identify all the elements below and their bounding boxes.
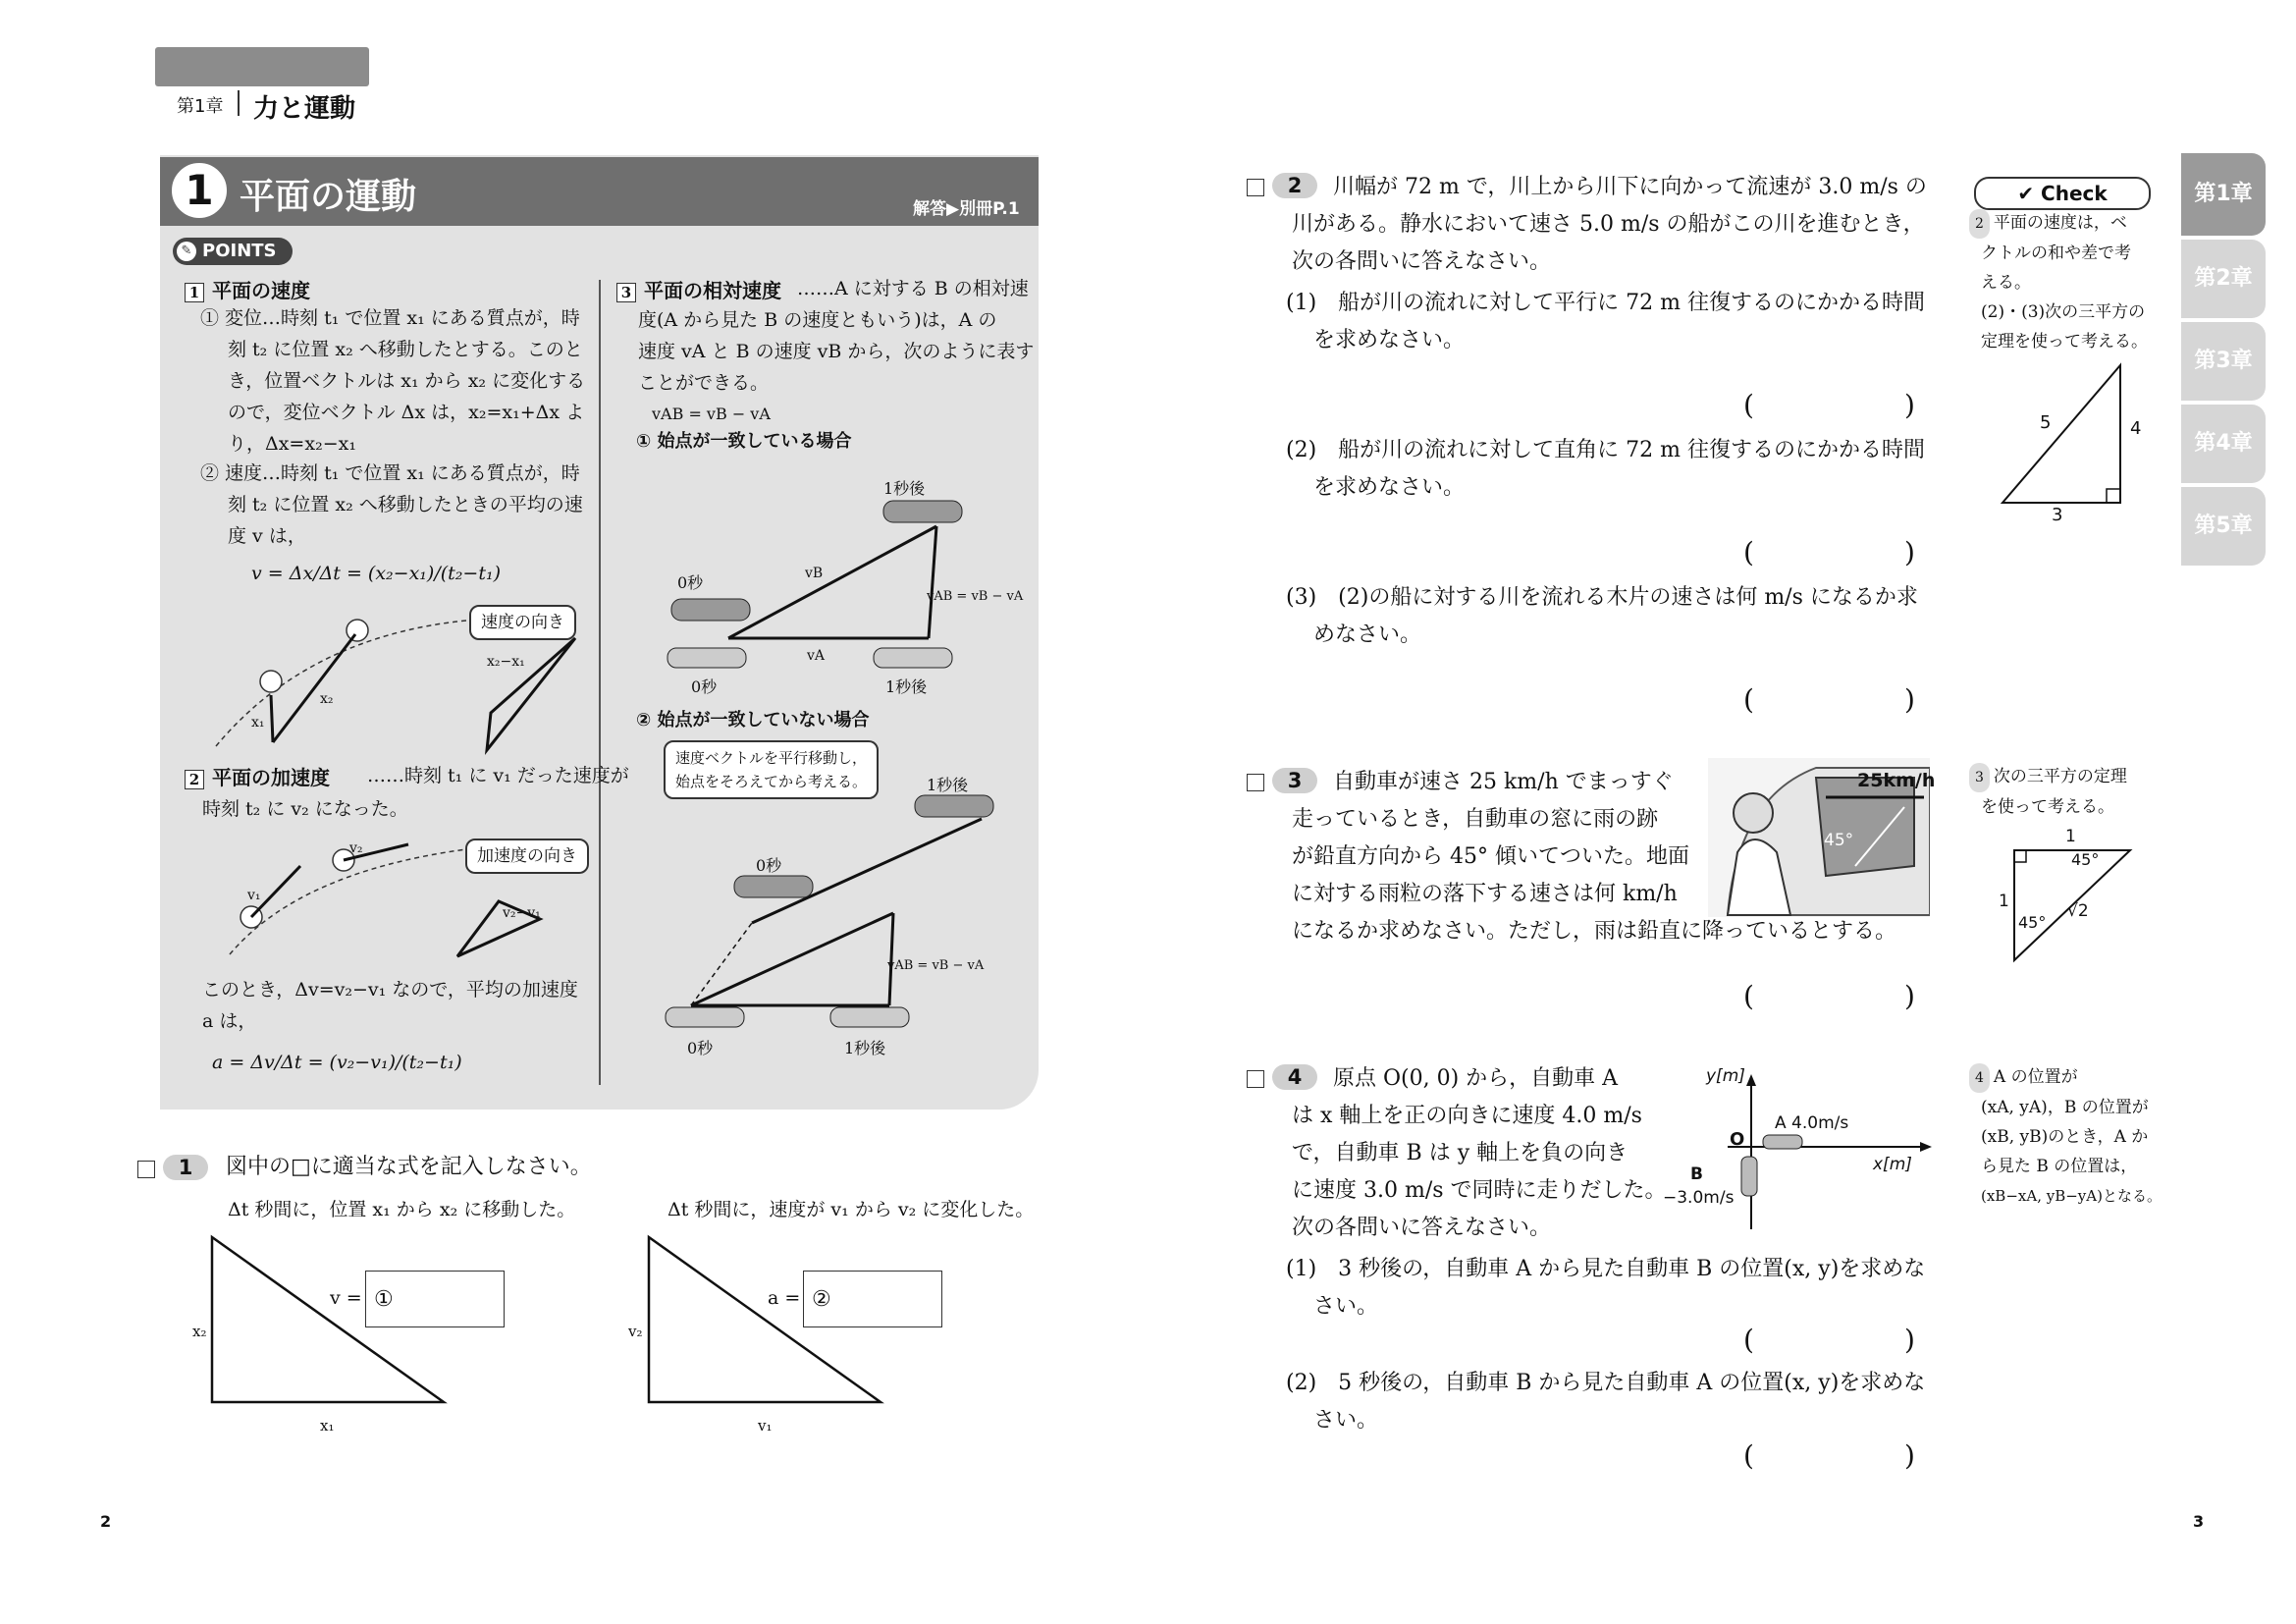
q4-line1: は x 軸上を正の向きに速度 4.0 m/s: [1292, 1104, 1642, 1128]
q1-answer-box-2[interactable]: ②: [803, 1271, 942, 1327]
pencil-icon: ✎: [177, 242, 196, 261]
point1-displacement: [200, 302, 593, 460]
header-separator: [238, 90, 240, 116]
text-line: ので，変位ベクトル Δx は，x₂=x₁+Δx よ: [228, 402, 585, 423]
q1-number: 1: [163, 1155, 208, 1180]
q1-right-vertical-label: v₂: [628, 1323, 643, 1340]
hint-q3-badge: 3: [1969, 763, 1990, 792]
q1-left-vertical-label: x₂: [192, 1323, 207, 1340]
text-line: き，位置ベクトルは x₁ から x₂ に変化する: [228, 370, 586, 392]
chapter-label: 第1章: [177, 96, 224, 117]
text-line: える。: [1981, 273, 2031, 293]
point3-heading: [616, 275, 781, 303]
point3-line1: 度(A から見た B の速度ともいう)は，A の: [638, 309, 997, 331]
points-label: POINTS: [202, 241, 277, 261]
page-number-left: 2: [100, 1512, 112, 1531]
q1-right-eq: a =: [768, 1287, 801, 1309]
q4-sub2-line0: (2) 5 秒後の，自動車 B から見た自動車 A の位置(x, y)を求めな: [1286, 1371, 1926, 1395]
text-line: ① 変位…時刻 t₁ で位置 x₁ にある質点が，時: [200, 307, 580, 329]
q2-sub2-line0: (2) 船が川の流れに対して直角に 72 m 往復するのにかかる時間: [1286, 438, 1925, 462]
point1-number: 1: [185, 283, 204, 302]
text-line: 始点をそろえてから考える。: [675, 773, 868, 790]
q2-3-answer-close: ): [1904, 683, 1915, 716]
q2-sub1-line0: (1) 船が川の流れに対して平行に 72 m 往復するのにかかる時間: [1286, 291, 1925, 315]
q2-line2: 次の各問いに答えなさい。: [1292, 249, 1552, 274]
point3-title: 平面の相対速度: [644, 279, 781, 302]
label-1s-bottom: 1秒後: [885, 677, 928, 696]
q2-checkbox[interactable]: [1247, 179, 1264, 196]
q2-sub3-line1: めなさい。: [1313, 623, 1422, 647]
q4-fig-bv: −3.0m/s: [1663, 1188, 1735, 1208]
label-0s-bottom: 0秒: [691, 677, 718, 696]
q3-line3: に対する雨粒の落下する速さは何 km/h: [1292, 882, 1678, 906]
label-x1: x₁: [251, 715, 265, 731]
point3-number: 3: [616, 283, 636, 302]
q1-right-caption: Δt 秒間に，速度が v₁ から v₂ に変化した。: [667, 1199, 1035, 1220]
q3-fig-speed: 25km/h: [1857, 770, 1936, 791]
tab-chapter-5[interactable]: 第5章: [2181, 487, 2266, 566]
q4-checkbox[interactable]: [1247, 1070, 1264, 1088]
q2-3-answer-open[interactable]: (: [1743, 683, 1754, 716]
label-1s-2-bottom: 1秒後: [844, 1039, 886, 1057]
q4-line4: 次の各問いに答えなさい。: [1292, 1216, 1552, 1240]
hint-q3: [1969, 762, 2165, 822]
check-badge: [1974, 177, 2151, 210]
q4-sub1-line1: さい。: [1313, 1294, 1379, 1319]
chapter-title: 力と運動: [253, 94, 356, 124]
text-line: ② 速度…時刻 t₁ で位置 x₁ にある質点が，時: [200, 462, 580, 484]
column-divider: [599, 280, 601, 1085]
q2-sub1-line1: を求めなさい。: [1313, 328, 1466, 352]
hint-q2-base: 3: [2052, 505, 2063, 525]
acceleration-direction-callout: 加速度の向き: [465, 839, 589, 874]
q2-1-answer-open[interactable]: (: [1743, 389, 1754, 421]
label-0s-2: 0秒: [756, 856, 782, 875]
label-vA: vA: [807, 648, 826, 664]
text-line: ら見た B の位置は，: [1981, 1157, 2138, 1176]
q4-fig-origin: O: [1730, 1129, 1745, 1150]
tab-chapter-2[interactable]: 第2章: [2181, 240, 2266, 318]
label-v2-v1: v₂−v₁: [503, 905, 541, 921]
point1-title: 平面の速度: [212, 279, 310, 302]
q4-2-answer-open[interactable]: (: [1743, 1439, 1754, 1472]
hint-q3-hyp: √2: [2067, 901, 2089, 921]
q2-sub3-line0: (3) (2)の船に対する川を流れる木片の速さは何 m/s になるか求: [1286, 585, 1918, 610]
hint-q3-left: 1: [1999, 892, 2009, 911]
check-icon: ✔: [2017, 182, 2035, 205]
acceleration-formula: a = Δv/Δt = (v₂−v₁)/(t₂−t₁): [212, 1052, 462, 1073]
text-line: 刻 t₂ に位置 x₂ へ移動したときの平均の速: [228, 494, 583, 515]
text-line: 次の三平方の定理: [1993, 767, 2127, 786]
hint-q4-badge: 4: [1969, 1063, 1990, 1093]
label-v2: v₂: [349, 840, 363, 856]
point2-line1: ……時刻 t₁ に v₁ だった速度が: [367, 765, 629, 786]
point3-line2: 速度 vA と B の速度 vB から，次のように表す: [638, 341, 1035, 362]
q2-line1: 川がある。静水において速さ 5.0 m/s の船がこの川を進むとき，: [1292, 212, 1925, 237]
q4-fig-b: B: [1690, 1164, 1703, 1184]
point2-heading: [185, 762, 330, 790]
point1-heading: [185, 275, 310, 303]
tab-chapter-4[interactable]: 第4章: [2181, 405, 2266, 483]
velocity-direction-callout: 速度の向き: [469, 605, 576, 640]
tab-chapter-1[interactable]: 第1章: [2181, 153, 2266, 236]
text-line: (xB, yB)のとき，A か: [1981, 1127, 2149, 1147]
q3-number: 3: [1272, 768, 1317, 793]
point1-velocity: [200, 458, 593, 552]
q4-fig-a: A 4.0m/s: [1775, 1113, 1849, 1133]
point2-title: 平面の加速度: [212, 766, 330, 789]
hint-q2-hyp: 5: [2040, 412, 2052, 433]
section-number: 1: [169, 160, 230, 221]
point2-line4: a は，: [202, 1010, 257, 1032]
q3-answer-close: ): [1904, 980, 1915, 1012]
text-line: 度 v は，: [228, 525, 306, 547]
text-line: 定理を使って考える。: [1981, 332, 2148, 352]
hint-q2-side: 4: [2130, 418, 2142, 439]
point2-line2: 時刻 t₂ に v₂ になった。: [202, 798, 408, 820]
relative-velocity-formula: vAB = vB − vA: [652, 405, 771, 423]
tab-chapter-3[interactable]: 第3章: [2181, 322, 2266, 401]
hint-q3-angle-top: 45°: [2071, 850, 2100, 869]
q3-fig-angle: 45°: [1824, 831, 1854, 850]
q3-line4: になるか求めなさい。ただし，雨は鉛直に降っているとする。: [1292, 919, 1897, 944]
hint-q4: [1969, 1062, 2175, 1211]
q3-answer-open[interactable]: (: [1743, 980, 1754, 1012]
text-line: クトルの和や差で考: [1981, 244, 2131, 263]
label-vAB: vAB = vB − vA: [927, 589, 1024, 604]
text-line: (xB−xA, yB−yA)となる。: [1981, 1187, 2162, 1205]
label-1s: 1秒後: [883, 479, 926, 498]
q3-checkbox[interactable]: [1247, 774, 1264, 791]
q2-2-answer-open[interactable]: (: [1743, 536, 1754, 568]
q4-line3: に速度 3.0 m/s で同時に走りだした。: [1292, 1178, 1667, 1203]
q1-answer-box-1[interactable]: ①: [365, 1271, 505, 1327]
hint-q2-triangle: [1993, 355, 2130, 513]
text-line: A の位置が: [1993, 1067, 2078, 1087]
label-1s-2: 1秒後: [927, 776, 969, 794]
q4-sub1-line0: (1) 3 秒後の，自動車 A から見た自動車 B の位置(x, y)を求めな: [1286, 1257, 1926, 1281]
label-vB: vB: [805, 566, 824, 581]
q1-checkbox[interactable]: [137, 1161, 155, 1178]
point2-line3: このとき，Δv=v₂−v₁ なので，平均の加速度: [202, 979, 578, 1001]
text-line: を使って考える。: [1981, 797, 2114, 817]
velocity-formula: v = Δx/Δt = (x₂−x₁)/(t₂−t₁): [251, 563, 501, 584]
label-x2-x1: x₂−x₁: [487, 654, 525, 670]
q4-line2: で，自動車 B は y 軸上を負の向き: [1292, 1141, 1629, 1165]
q2-1-answer-close: ): [1904, 389, 1915, 421]
label-vAB-2: vAB = vB − vA: [887, 958, 985, 973]
check-label: Check: [2041, 182, 2108, 205]
answer-reference: 解答▶別冊P.1: [913, 199, 1020, 219]
q1-left-horizontal-label: x₁: [320, 1417, 335, 1435]
q3-line0: 自動車が速さ 25 km/h でまっすぐ: [1333, 770, 1674, 794]
q1-left-caption: Δt 秒間に，位置 x₁ から x₂ に移動した。: [228, 1199, 576, 1220]
q2-number: 2: [1272, 173, 1317, 198]
relative-velocity-diagram-2: [658, 776, 1031, 1041]
page-number-right: 3: [2193, 1512, 2205, 1531]
q4-number: 4: [1272, 1064, 1317, 1090]
q4-1-answer-close: ): [1904, 1324, 1915, 1356]
text-line: (xA, yA)，B の位置が: [1981, 1098, 2149, 1117]
q1-right-horizontal-label: v₁: [758, 1417, 773, 1435]
hint-q2-badge: 2: [1969, 209, 1990, 239]
text-line: 平面の速度は，ベ: [1993, 213, 2127, 233]
point3-line0: ……A に対する B の相対速: [797, 278, 1029, 299]
q3-line1: 走っているとき，自動車の窓に雨の跡: [1292, 807, 1659, 832]
q2-line0: 川幅が 72 m で，川上から川下に向かって流速が 3.0 m/s の: [1333, 175, 1927, 199]
text-line: り，Δx=x₂−x₁: [228, 433, 356, 455]
point2-number: 2: [185, 770, 204, 789]
q2-2-answer-close: ): [1904, 536, 1915, 568]
q4-fig-y-label: y[m]: [1706, 1066, 1745, 1086]
q2-sub2-line1: を求めなさい。: [1313, 475, 1466, 500]
q4-sub2-line1: さい。: [1313, 1408, 1379, 1433]
label-0s-2-bottom: 0秒: [687, 1039, 714, 1057]
hint-q3-angle-bottom: 45°: [2018, 913, 2047, 932]
q1-left-eq: v =: [330, 1287, 362, 1309]
q1-text: 図中の□に適当な式を記入しなさい。: [226, 1155, 592, 1179]
q4-1-answer-open[interactable]: (: [1743, 1324, 1754, 1356]
q4-line0: 原点 O(0, 0) から，自動車 A: [1333, 1066, 1619, 1091]
label-0s: 0秒: [677, 573, 704, 592]
hint-q3-top: 1: [2065, 827, 2076, 846]
points-badge: [173, 238, 293, 265]
text-line: (2)・(3)次の三平方の: [1981, 302, 2146, 322]
q4-fig-x-label: x[m]: [1873, 1155, 1912, 1174]
hint-q2: [1969, 208, 2165, 356]
q3-line2: が鉛直方向から 45° 傾いてついた。地面: [1292, 844, 1689, 869]
label-x2: x₂: [320, 691, 334, 707]
header-bar: [155, 47, 369, 86]
point3-line3: ことができる。: [638, 372, 770, 394]
q4-2-answer-close: ): [1904, 1439, 1915, 1472]
label-v1: v₁: [247, 888, 261, 903]
section-title: 平面の運動: [240, 177, 417, 217]
case2-heading: ② 始点が一致していない場合: [636, 710, 870, 731]
text-line: 速度ベクトルを平行移動し，: [675, 749, 868, 767]
text-line: 刻 t₂ に位置 x₂ へ移動したとする。このと: [228, 339, 583, 360]
case1-heading: ① 始点が一致している場合: [636, 431, 852, 452]
